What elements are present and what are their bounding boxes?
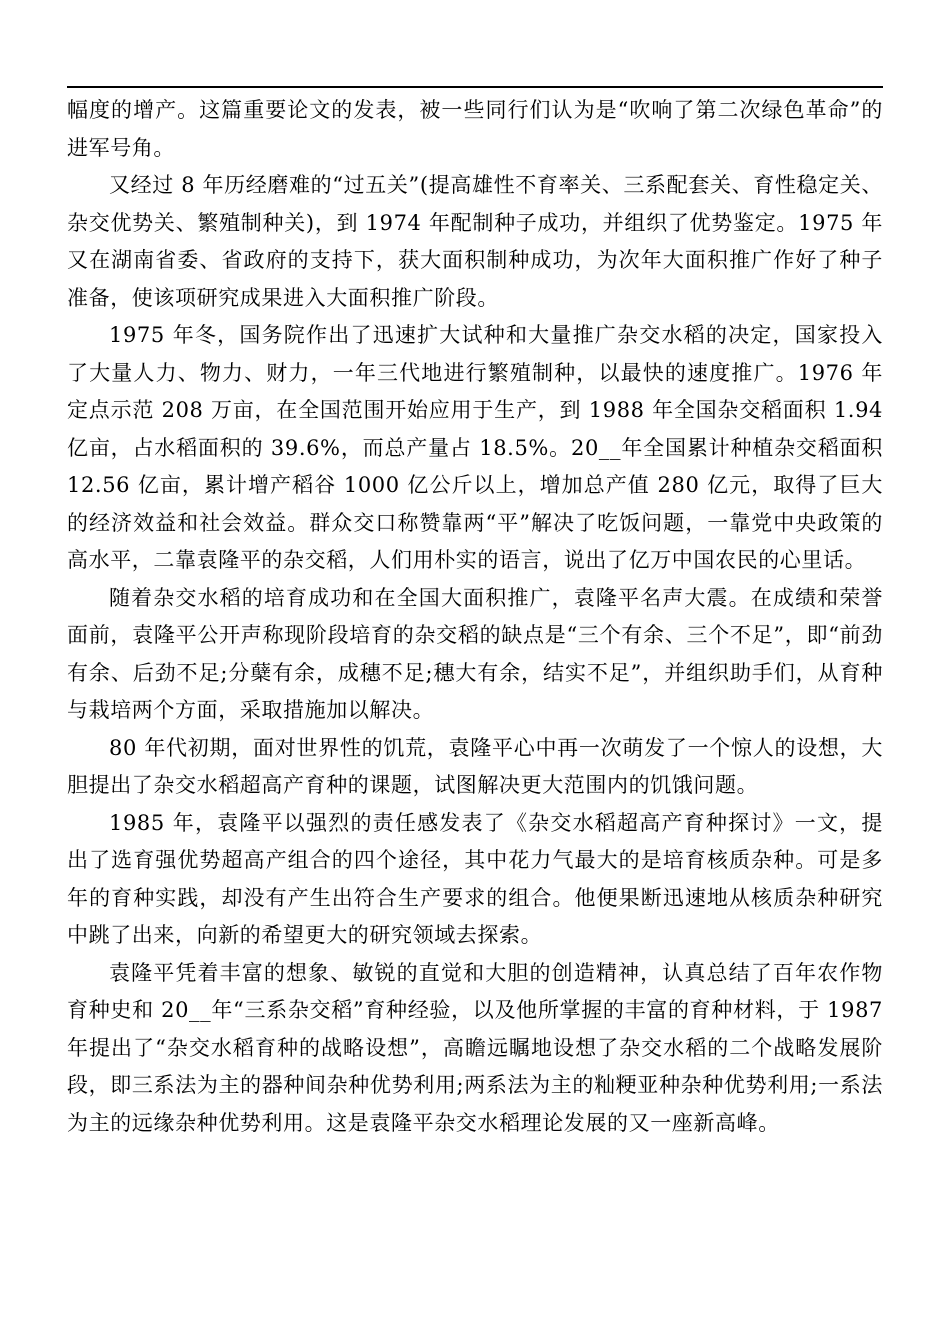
- paragraph-80s-idea: 80 年代初期，面对世界性的饥荒，袁隆平心中再一次萌发了一个惊人的设想，大胆提出了杂交水稻超高产育种的课题，试图解决更大范围内的饥饿问题。: [67, 735, 883, 797]
- paragraph-five-hurdles: 又经过 8 年历经磨难的“过五关”(提高雄性不育率关、三系配套关、育性稳定关、杂交优势关、繁殖制种关)，到 1974 年配制种子成功，并组织了优势鉴定。1975 年又在湖南省委、省政府的支持下，获大面积制种成功，为次年大面积推广作好了种子准备，使该项研究成果进入大面积推广阶段。: [67, 173, 883, 310]
- header-rule: [67, 86, 883, 88]
- paragraph-continuation: 幅度的增产。这篇重要论文的发表，被一些同行们认为是“吹响了第二次绿色革命”的进军号角。: [67, 98, 883, 160]
- paragraph-1985-paper: 1985 年，袁隆平以强烈的责任感发表了《杂交水稻超高产育种探讨》一文，提出了选育强优势超高产组合的四个途径，其中花力气最大的是培育核质杂种。可是多年的育种实践，却没有产生出符合生产要求的组合。他便果断迅速地从核质杂种研究中跳了出来，向新的希望更大的研究领域去探索。: [67, 810, 883, 947]
- paragraph-1975-promotion: 1975 年冬，国务院作出了迅速扩大试种和大量推广杂交水稻的决定，国家投入了大量人力、物力、财力，一年三代地进行繁殖制种，以最快的速度推广。1976 年定点示范 208 万亩，在全国范围开始应用于生产，到 1988 年全国杂交稻面积 1.94 亿亩，占水稻面积的 39.6%，而总产量占 18.5%。20__年全国累计种植杂交稻面积 12.56 亿亩，累计增产稻谷 1000 亿公斤以上，增加总产值 280 亿元，取得了巨大的经济效益和社会效益。群众交口称赞靠两“平”解决了吃饭问题，一靠党中央政策的高水平，二靠袁隆平的杂交稻，人们用朴实的语言，说出了亿万中国农民的心里话。: [67, 323, 883, 572]
- document-body: [67, 92, 883, 1142]
- paragraph-shortcomings: 随着杂交水稻的培育成功和在全国大面积推广，袁隆平名声大震。在成绩和荣誉面前，袁隆平公开声称现阶段培育的杂交稻的缺点是“三个有余、三个不足”，即“前劲有余、后劲不足;分蘖有余，成穗不足;穗大有余，结实不足”，并组织助手们，从育种与栽培两个方面，采取措施加以解决。: [67, 585, 883, 722]
- paragraph-strategy: 袁隆平凭着丰富的想象、敏锐的直觉和大胆的创造精神，认真总结了百年农作物育种史和 20__年“三系杂交稻”育种经验，以及他所掌握的丰富的育种材料，于 1987 年提出了“杂交水稻育种的战略设想”，高瞻远瞩地设想了杂交水稻的二个战略发展阶段，即三系法为主的器种间杂种优势利用;两系法为主的籼粳亚种杂种优势利用;一系法为主的远缘杂种优势利用。这是袁隆平杂交水稻理论发展的又一座新高峰。: [67, 960, 883, 1135]
